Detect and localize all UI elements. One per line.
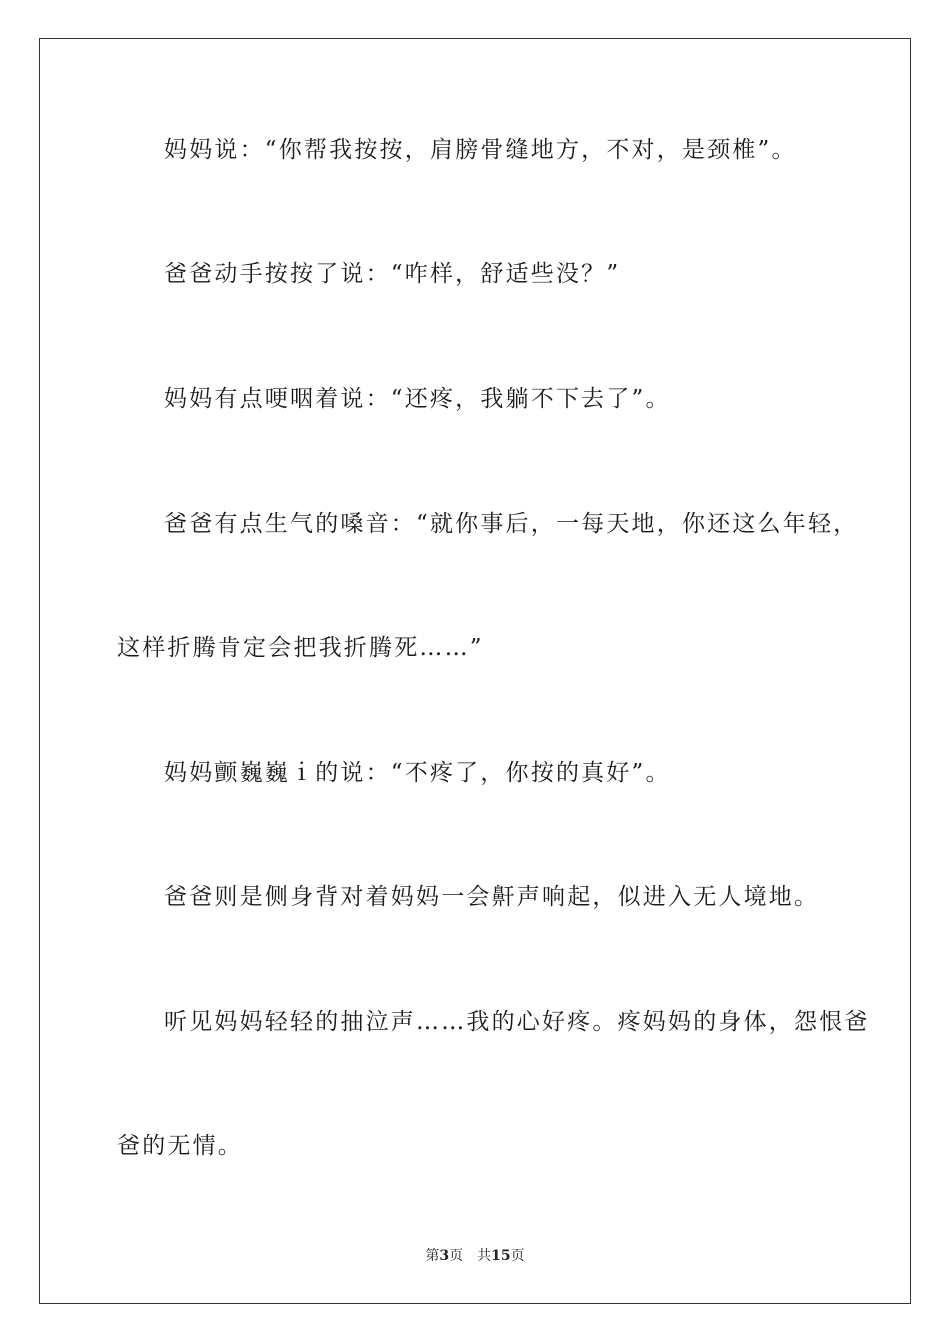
paragraph-7-line-2: 爸的无情。 — [117, 1133, 243, 1159]
paragraph-3: 妈妈有点哽咽着说：“还疼，我躺不下去了”。 — [164, 386, 671, 412]
paragraph-4-line-2: 这样折腾肯定会把我折腾死……” — [117, 635, 484, 661]
paragraph-1: 妈妈说：“你帮我按按，肩膀骨缝地方，不对，是颈椎”。 — [164, 137, 797, 163]
page-prefix: 第 — [425, 1248, 440, 1264]
paragraph-6: 爸爸则是侧身背对着妈妈一会鼾声响起，似进入无人境地。 — [164, 884, 820, 910]
total-suffix: 页 — [510, 1248, 525, 1264]
paragraph-4-line-1: 爸爸有点生气的嗓音：“就你事后，一每天地，你还这么年轻， — [164, 511, 859, 537]
current-page-number: 3 — [439, 1248, 450, 1264]
page-border — [39, 38, 911, 1304]
page-suffix: 页 — [449, 1248, 464, 1264]
paragraph-5: 妈妈颤巍巍ｉ的说：“不疼了，你按的真好”。 — [164, 760, 671, 786]
total-pages-number: 15 — [491, 1248, 511, 1264]
paragraph-7-line-1: 听见妈妈轻轻的抽泣声……我的心好疼。疼妈妈的身体，怨恨爸 — [164, 1009, 870, 1035]
paragraph-2: 爸爸动手按按了说：“咋样，舒适些没？” — [164, 261, 621, 287]
total-prefix: 共 — [477, 1248, 492, 1264]
page-footer — [0, 1247, 950, 1265]
